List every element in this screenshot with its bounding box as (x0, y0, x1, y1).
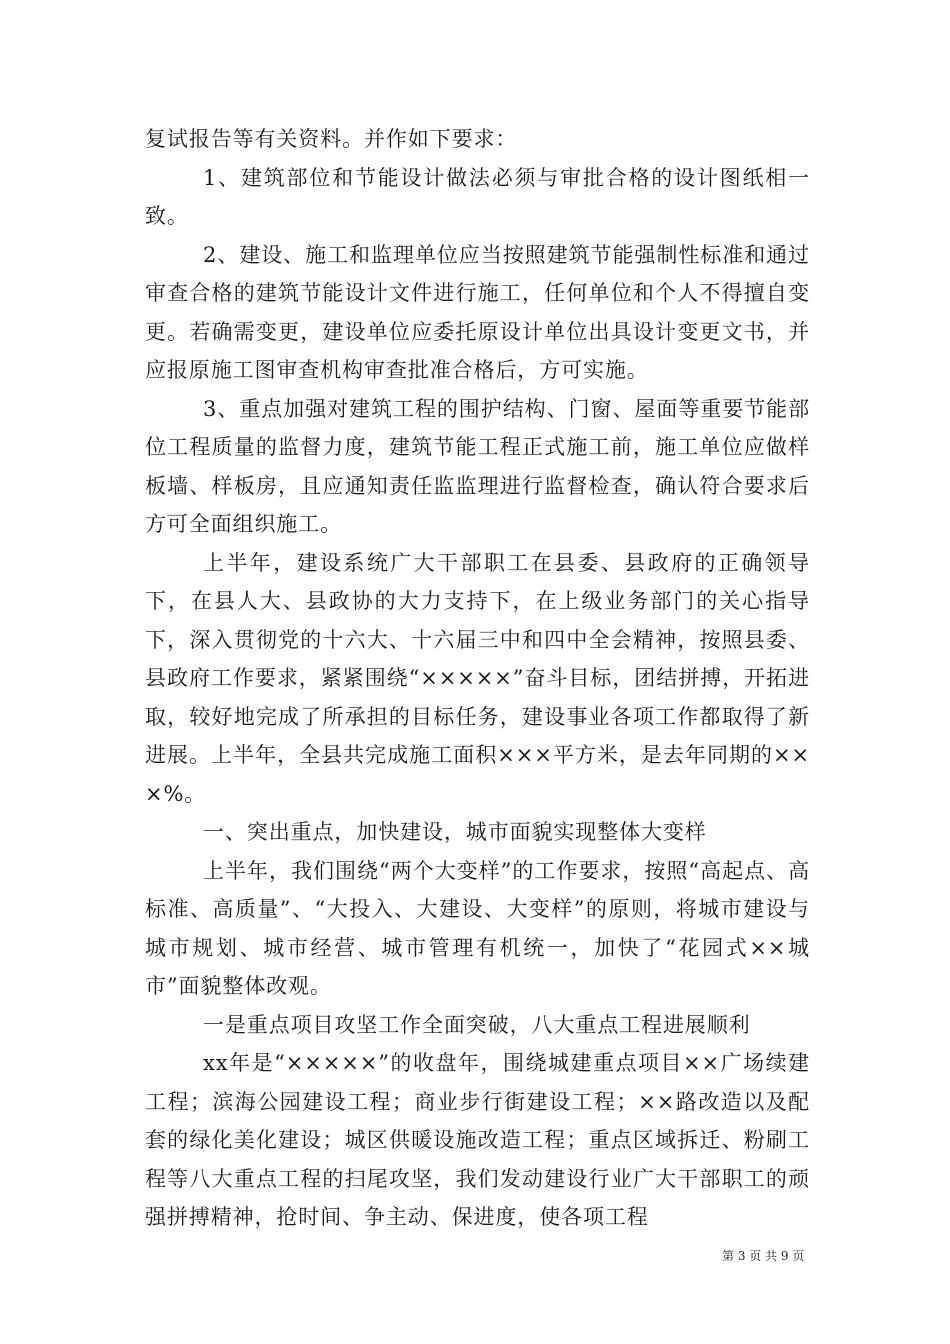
paragraph-2: 1、建筑部位和节能设计做法必须与审批合格的设计图纸相一致。 (145, 165, 810, 228)
section-heading-1: 一、突出重点，加快建设，城市面貌实现整体大变样 (203, 820, 707, 844)
paragraph-5: 上半年，建设系统广大干部职工在县委、县政府的正确领导下，在县人大、县政协的大力支持下，在上级业务部门的关心指导下，深入贯彻党的十六大、十六届三中和四中全会精神，按照县委、县政府工作要求，紧紧围绕“×××××”奋斗目标，团结拼搏，开拓进取，较好地完成了所承担的目标任务，建设事业各项工作都取得了新进展。上半年，全县共完成施工面积×××平方米，是去年同期的×××%。 (145, 550, 810, 806)
document-body (145, 120, 810, 1237)
paragraph-6: 上半年，我们围绕“两个大变样”的工作要求，按照“高起点、高标准、高质量”、“大投入、大建设、大变样”的原则，将城市建设与城市规划、城市经营、城市管理有机统一，加快了“花园式××城市”面貌整体改观。 (145, 858, 810, 998)
paragraph-3: 2、建设、施工和监理单位应当按照建筑节能强制性标准和通过审查合格的建筑节能设计文件进行施工，任何单位和个人不得擅自变更。若确需变更，建设单位应委托原设计单位出具设计变更文书，并应报原施工图审查机构审查批准合格后，方可实施。 (145, 242, 810, 382)
subheading-1: 一是重点项目攻坚工作全面突破，八大重点工程进展顺利 (203, 1012, 751, 1037)
paragraph-4: 3、重点加强对建筑工程的围护结构、门窗、屋面等重要节能部位工程质量的监督力度，建筑节能工程正式施工前，施工单位应做样板墙、样板房，且应通知责任监监理进行监督检查，确认符合要求后方可全面组织施工。 (145, 396, 810, 536)
page-number-footer: 第 3 页 共 9 页 (722, 1249, 805, 1263)
paragraph-1: 复试报告等有关资料。并作如下要求： (145, 127, 518, 151)
paragraph-7: xx年是“×××××”的收盘年，围绕城建重点项目××广场续建工程；滨海公园建设工程；商业步行街建设工程；××路改造以及配套的绿化美化建设；城区供暖设施改造工程；重点区域拆迁、粉刷工程等八大重点工程的扫尾攻坚，我们发动建设行业广大干部职工的顽强拼搏精神，抢时间、争主动、保进度，使各项工程 (145, 1051, 810, 1229)
